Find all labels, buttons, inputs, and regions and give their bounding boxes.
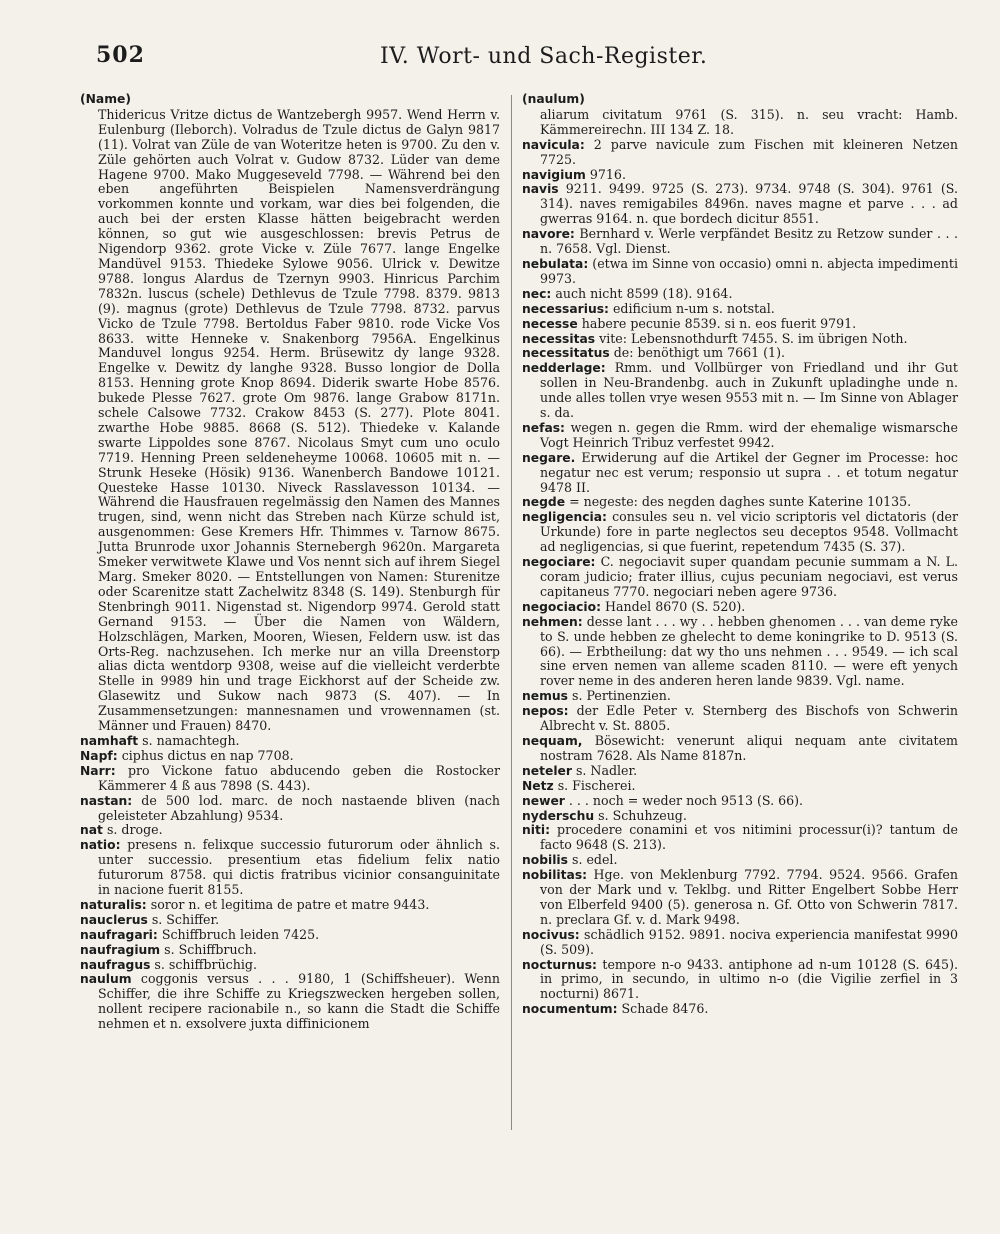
entry-text: 9211. 9499. 9725 (S. 273). 9734. 9748 (S. 304). 9761 (S. 314). naves remigabiles 8496n. naves magne et parve . . . ad gwerras 9164. n. que bordech dicitur 8551. <box>540 181 958 227</box>
entry-headword: negligencia: <box>522 510 607 525</box>
entry-text: s. schiffbrüchig. <box>154 956 257 972</box>
entry-text: C. negociavit super quandam pecunie summam a N. L. coram judicio; frater illius, cujus pecuniam negociavi, est verus capitaneus 7770. negociari neben agere 9736. <box>540 554 958 599</box>
register-entry <box>522 958 958 1003</box>
entry-headword: neteler <box>522 763 572 778</box>
entry-text: procedere conamini et vos nitimini processur(i)? tantum de facto 9648 (S. 213). <box>540 822 958 853</box>
entry-headword: nobilis <box>522 853 568 868</box>
entry-text: coggonis versus . . . 9180, 1 (Schiffsheuer). Wenn Schiffer, die ihre Schiffe zu Kriegszwecken hergeben sollen, nollent recipere racionabile n., so kann die Stadt die Schiffe nehmen et n. exsolvere juxta diffinicionem <box>98 971 500 1032</box>
entry-headword: negde <box>522 495 566 510</box>
entry-text: Handel 8670 (S. 520). <box>605 598 746 614</box>
continued-entry: aliarum civitatum 9761 (S. 315). n. seu vracht: Hamb. Kämmereirechn. III 134 Z. 18. <box>540 106 958 137</box>
register-entry <box>522 704 958 734</box>
register-entry <box>80 913 500 928</box>
entry-headword: negociacio: <box>522 599 602 614</box>
entry-headword: necessitas <box>522 331 596 346</box>
entry-headword: negare. <box>522 450 576 465</box>
entry-headword: nedderlage: <box>522 361 606 376</box>
register-entry <box>522 734 958 764</box>
register-entry <box>80 764 500 794</box>
continued-entry: Thidericus Vritze dictus de Wantzebergh 9957. Wend Herrn v. Eulenburg (Ileborch). Volradus de Tzule dictus de Galyn 9817 (11). Volrat van Züle de van Woteritze heten is 9700. Zu den v. Züle gehörten auch Volrat v. Gudow 8732. Lüder van deme Hagene 9700. Mako Muggeseveld 7798. — Während bei den eben angeführten Beispielen Namensverdrängung vorkommen konnte und vorkam, war dies bei folgenden, die auch bei der ersten Klasse hätten beigebracht werden können, so gut wie ausgeschlossen: brevis Petrus de Nigendorp 9362. grote Vicke v. Züle 7677. lange Engelke Mandüvel 9153. Thiedeke Sylowe 9056. Ulrick v. Dewitze 9788. longus Alardus de Tzernyn 9903. Hinricus Parchim 7832n. luscus (schele) Dethlevus de Tzule 7798. 8379. 9813 (9). magnus (grote) Dethlevus de Tzule 7798. 8732. parvus Vicko de Tzule 7798. Bertoldus Faber 9810. rode Vicke Vos 8633. witte Henneke v. Snakenborg 7956A. Engelkinus Manduvel longus 9254. Herm. Brüsewitz dy lange 9328. Engelke v. Dewitz dy langhe 9328. Busso longior de Dolla 8153. Henning grote Knop 8694. Diderik swarte Hobe 8576. bukede Plesse 7627. grote Om 9876. lange Grabow 8171n. schele Calsowe 7732. Crakow 8453 (S. 277). Plote 8041. zwarthe Hobe 9885. 8668 (S. 512). Thiedeke v. Kalande swarte Lippoldes sone 8767. Nicolaus Smyt cum uno oculo 7719. Henning Preen seldeneheyme 10068. 10605 mit n. — Strunk Heseke (Hösik) 9136. Wanenberch Bandowe 10121. Questeke Hasse 10130. Niveck Rasslavesson 10134. — Während die Hausfrauen regelmässig den Namen des Mannes trugen, sind, wenn nicht das Streben nach Kürze schuld ist, ausgenommen: Gese Kremers Hfr. Thimmes v. Tarnow 8675. Jutta Brunrode uxor Johannis Sternebergh 9620n. Margareta Smeker verwitwete Klawe und Vos nennt sich auf ihrem Siegel Marg. Smeker 8020. — Entstellungen von Namen: Sturenitze oder Scarenitze statt Zachelwitz 8348 (S. 149). Stenburgh für Stenbringh 9011. Nigenstad st. Nigendorp 9974. Gerold statt Gernand 9153. — Über die Namen von Wäldern, Holzschlägen, Marken, Mooren, Wiesen, Feldern usw. ist das Orts-Reg. nachzusehen. Ich merke nur an villa Dreenstorp alias dicta wentdorp 9308, weise auf die vielleicht verderbte Stelle in 9989 hin und trage Eickhorst auf der Scheide zw. Glasewitz und Sukow nach 9873 (S. 407). — In Zusammensetzungen: mannesnamen und vrowennamen (st. Männer und Frauen) 8470. <box>98 106 500 734</box>
register-entry <box>522 227 958 257</box>
entry-text: s. Schiffer. <box>151 911 220 927</box>
entry-text: de: benöthigt um 7661 (1). <box>613 345 785 361</box>
entry-text: edificium n-um s. notstal. <box>612 300 775 316</box>
entry-headword: navore: <box>522 227 575 242</box>
register-entry <box>522 1002 958 1017</box>
entry-text: pro Vickone fatuo abducendo geben die Rostocker Kämmerer 4 ß aus 7898 (S. 443). <box>98 762 500 793</box>
entry-text: Schiffbruch leiden 7425. <box>161 926 320 942</box>
register-entry <box>522 779 958 794</box>
entry-text: consules seu n. vel vicio scriptoris vel dictatoris (der Urkunde) fore in parte neglectos seu deceptos 9548. Vollmacht ad negligencias, si que fuerint, repetendum 7435 (S. 37). <box>540 509 958 555</box>
entry-headword: nauclerus <box>80 912 148 927</box>
entry-text: s. edel. <box>572 852 618 868</box>
entry-text: s. Schuhzeug. <box>598 807 687 823</box>
entry-text: auch nicht 8599 (18). 9164. <box>555 285 733 301</box>
entry-text: . . . noch = weder noch 9513 (S. 66). <box>568 792 804 808</box>
register-entry <box>522 332 958 347</box>
entry-text: Erwiderung auf die Artikel der Gegner im Processe: hoc negatur nec est verum; responsio ut supra . . et totum negatur 9478 II. <box>540 449 958 495</box>
entry-headword: navigium <box>522 167 586 182</box>
entry-text: s. Schiffbruch. <box>164 941 257 957</box>
entry-headword: nebulata: <box>522 256 589 271</box>
entry-text: Schade 8476. <box>621 1001 709 1017</box>
entry-text: Bernhard v. Werle verpfändet Besitz zu Retzow sunder . . . n. 7658. Vgl. Dienst. <box>540 226 958 257</box>
entry-headword: Netz <box>522 778 554 793</box>
register-entry <box>522 555 958 600</box>
entry-text: s. namachtegh. <box>142 732 240 748</box>
entry-list <box>522 138 958 1017</box>
entry-headword: Narr: <box>80 763 116 778</box>
entry-headword: naufragari: <box>80 927 158 942</box>
register-entry <box>80 794 500 824</box>
register-entry <box>522 853 958 868</box>
entry-headword: nobilitas: <box>522 868 588 883</box>
entry-headword: nemus <box>522 689 568 704</box>
register-entry <box>522 287 958 302</box>
register-entry <box>522 689 958 704</box>
entry-text: habere pecunie 8539. si n. eos fuerit 9791. <box>581 315 857 331</box>
entry-headword: necessarius: <box>522 301 609 316</box>
register-entry <box>80 823 500 838</box>
entry-headword: negociare: <box>522 555 596 570</box>
entry-headword: Napf: <box>80 748 118 763</box>
register-entry <box>522 346 958 361</box>
register-entry <box>522 182 958 227</box>
register-entry <box>80 734 500 749</box>
entry-headword: nocumentum: <box>522 1002 618 1017</box>
register-entry <box>522 257 958 287</box>
entry-headword: nyderschu <box>522 808 595 823</box>
entry-text: de 500 lod. marc. de noch nastaende bliven (nach geleisteter Abzahlung) 9534. <box>98 792 500 823</box>
register-entry <box>522 764 958 779</box>
register-entry <box>522 823 958 853</box>
entry-headword: nefas: <box>522 420 565 435</box>
entry-headword: naufragium <box>80 942 161 957</box>
running-head: (naulum) <box>522 92 585 106</box>
entry-headword: natio: <box>80 838 121 853</box>
entry-headword: necesse <box>522 316 578 331</box>
entry-text: s. Fischerei. <box>557 777 636 793</box>
entry-text: schädlich 9152. 9891. nociva experiencia manifestat 9990 (S. 509). <box>540 926 958 957</box>
register-entry <box>522 928 958 958</box>
register-entry <box>80 972 500 1032</box>
entry-headword: naulum <box>80 972 132 987</box>
entry-headword: nocivus: <box>522 927 580 942</box>
register-entry <box>80 898 500 913</box>
register-entry <box>80 838 500 898</box>
register-entry <box>522 451 958 496</box>
entry-text: = negeste: des negden daghes sunte Katerine 10135. <box>569 494 912 510</box>
entry-text: tempore n-o 9433. antiphone ad n-um 10128 (S. 645). in primo, in secundo, in ultimo n-o (die Vigilie zerfiel in 3 nocturni) 8671. <box>540 956 958 1002</box>
entry-headword: newer <box>522 793 565 808</box>
register-entry <box>522 168 958 183</box>
register-entry <box>522 361 958 421</box>
right-column <box>522 92 958 1017</box>
entry-text: Bösewicht: venerunt aliqui nequam ante civitatem nostram 7628. Als Name 8187n. <box>540 732 958 763</box>
entry-text: desse lant . . . wy . . hebben ghenomen . . . van deme ryke to S. unde hebben ze ghelecht to deme koningrike to D. 9513 (S. 66). — Erbtheilung: dat wy tho uns nehmen . . . 9549. — ich scal sine erven nemen van alleme scaden 8110. — were eft yenych rover neme in des anderen heren lande 9839. Vgl. name. <box>540 613 958 689</box>
entry-headword: nepos: <box>522 704 569 719</box>
entry-headword: namhaft <box>80 733 139 748</box>
entry-headword: navicula: <box>522 137 585 152</box>
entry-headword: nocturnus: <box>522 957 597 972</box>
entry-list <box>80 734 500 1032</box>
entry-headword: nehmen: <box>522 614 583 629</box>
entry-text: presens n. felixque successio futurorum oder ähnlich s. unter successio. presentium etas fidelium felix natio futurorum 8758. qui dictis fratribus vicinior consanguinitate in nacione fuerit 8155. <box>98 837 500 898</box>
entry-text: der Edle Peter v. Sternberg des Bischofs von Schwerin Albrecht v. St. 8805. <box>540 703 958 734</box>
register-entry <box>80 928 500 943</box>
entry-headword: naturalis: <box>80 897 147 912</box>
register-entry <box>522 809 958 824</box>
register-entry <box>80 958 500 973</box>
entry-text: s. Pertinenzien. <box>572 688 671 704</box>
register-entry <box>522 421 958 451</box>
register-entry <box>522 868 958 928</box>
column-divider <box>511 95 512 1130</box>
register-entry <box>522 794 958 809</box>
entry-text: 2 parve navicule zum Fischen mit kleineren Netzen 7725. <box>540 136 958 167</box>
register-entry <box>522 600 958 615</box>
running-head: (Name) <box>80 92 131 106</box>
entry-headword: nequam, <box>522 733 583 748</box>
register-entry <box>522 138 958 168</box>
register-entry <box>522 495 958 510</box>
entry-headword: naufragus <box>80 957 151 972</box>
register-entry <box>522 615 958 690</box>
left-column <box>80 92 500 1032</box>
entry-text: 9716. <box>589 166 626 182</box>
entry-text: soror n. et legitima de patre et matre 9443. <box>150 896 430 912</box>
entry-text: ciphus dictus en nap 7708. <box>121 747 294 763</box>
page-title: IV. Wort- und Sach-Register. <box>380 44 708 69</box>
entry-text: Hge. von Meklenburg 7792. 7794. 9524. 9566. Grafen von der Mark und v. Teklbg. und Ritter Engelbert Sobbe Herr von Elberfeld 9400 (5). generosa n. Gf. Otto von Schwerin 7817. n. preclara Gf. v. d. Mark 9498. <box>540 867 958 927</box>
entry-headword: nat <box>80 823 103 838</box>
register-entry <box>522 510 958 555</box>
entry-text: s. droge. <box>106 822 163 838</box>
register-entry <box>522 302 958 317</box>
entry-headword: navis <box>522 182 559 197</box>
page-number: 502 <box>96 42 145 68</box>
entry-headword: nastan: <box>80 793 133 808</box>
register-entry <box>80 749 500 764</box>
entry-text: (etwa im Sinne von occasio) omni n. abjecta impedimenti 9973. <box>540 255 958 286</box>
entry-headword: nec: <box>522 286 552 301</box>
register-entry <box>80 943 500 958</box>
entry-text: s. Nadler. <box>575 762 638 778</box>
entry-headword: necessitatus <box>522 346 610 361</box>
entry-headword: niti: <box>522 823 550 838</box>
register-entry <box>522 317 958 332</box>
entry-text: vite: Lebensnothdurft 7455. S. im übrigen Noth. <box>599 330 908 346</box>
entry-text: wegen n. gegen die Rmm. wird der ehemalige wismarsche Vogt Heinrich Tribuz verfestet 9942. <box>540 419 958 450</box>
entry-text: Rmm. und Vollbürger von Friedland und ihr Gut sollen in Neu-Brandenbg. auch in Zukunft upladinghe unde n. unde alles tollen vrye wesen 9553 mit n. — Im Sinne von Ablager s. da. <box>540 360 958 421</box>
